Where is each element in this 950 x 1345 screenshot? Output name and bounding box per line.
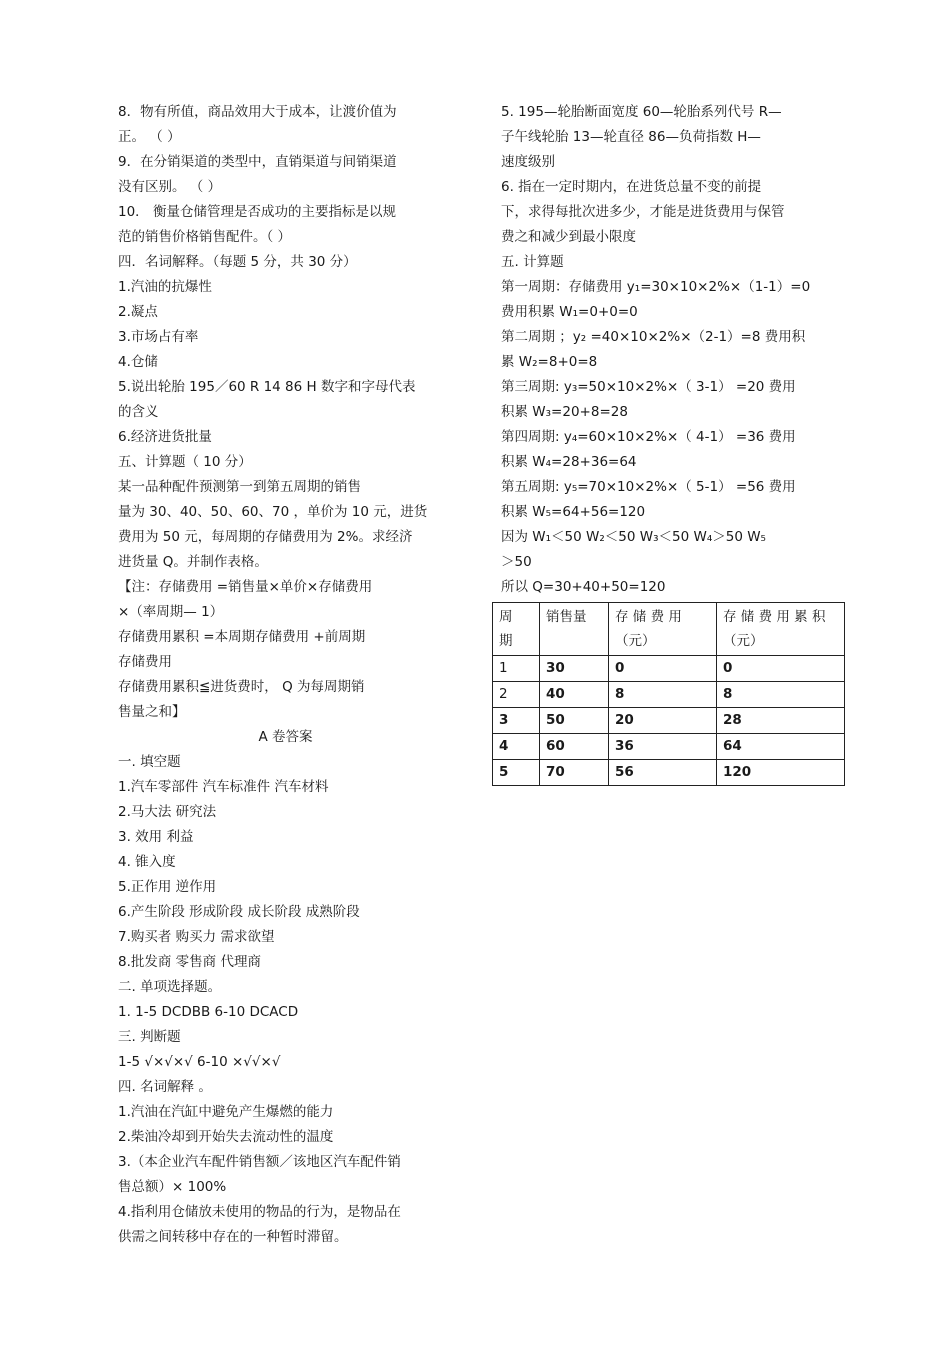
period-4-line1: 第四周期: y₄=60×10×2%×（ 4-1） =36 费用 — [501, 429, 796, 445]
answer-4-6-line3: 费之和减少到最小限度 — [501, 229, 636, 245]
right-column — [501, 100, 846, 786]
table-cell: 8 — [609, 682, 717, 708]
table-cell: 3 — [493, 708, 540, 734]
section-4-heading: 四．名词解释。（每题 5 分，共 30 分） — [118, 254, 357, 270]
period-5-line2: 积累 W₅=64+56=120 — [501, 504, 646, 520]
term-5-line1: 5.说出轮胎 195／60 R 14 86 H 数字和字母代表 — [118, 379, 416, 395]
table-row — [493, 708, 845, 734]
answer-5-heading: 五. 计算题 — [501, 254, 564, 270]
table-cell: 0 — [609, 656, 717, 682]
table-cell: 5 — [493, 760, 540, 786]
table-row — [493, 656, 845, 682]
q8-line2: 正。 （ ） — [118, 129, 181, 145]
answer-2-content: 1. 1-5 DCDBB 6-10 DCACD — [118, 1004, 299, 1020]
term-1: 1.汽油的抗爆性 — [118, 279, 212, 295]
answer-4-6-line2: 下，求得每批次进多少，才能是进货费用与保管 — [501, 204, 785, 220]
answer-1-3: 3. 效用 利益 — [118, 829, 194, 845]
table-cell: 30 — [540, 656, 609, 682]
q8-line1: 8．物有所值，商品效用大于成本，让渡价值为 — [118, 104, 397, 120]
table-cell: 36 — [609, 734, 717, 760]
answer-3-content: 1-5 √×√×√ 6-10 ×√√×√ — [118, 1054, 281, 1070]
answer-4-3-line1: 3.（本企业汽车配件销售额／该地区汽车配件销 — [118, 1154, 401, 1170]
calc-problem-line1: 某一品种配件预测第一到第五周期的销售 — [118, 479, 361, 495]
header-period: 周 期 — [493, 603, 540, 656]
answer-2-heading: 二. 单项选择题。 — [118, 979, 222, 995]
comparison-line2: ＞50 — [501, 554, 532, 570]
left-column — [118, 100, 453, 1250]
answer-4-2: 2.柴油冷却到开始失去流动性的温度 — [118, 1129, 334, 1145]
term-4: 4.仓储 — [118, 354, 158, 370]
header-sales: 销售量 — [540, 603, 609, 656]
calc-problem-line3: 费用为 50 元，每周期的存储费用为 2%。求经济 — [118, 529, 413, 545]
section-5-heading: 五、计算题（ 10 分） — [118, 454, 252, 470]
answer-4-3-line2: 售总额）× 100% — [118, 1179, 227, 1195]
term-2: 2.凝点 — [118, 304, 158, 320]
answer-4-heading: 四. 名词解释 。 — [118, 1079, 212, 1095]
table-header-row — [493, 603, 845, 656]
table-cell: 40 — [540, 682, 609, 708]
table-cell: 28 — [717, 708, 845, 734]
term-3: 3.市场占有率 — [118, 329, 199, 345]
note-line4: 存储费用 — [118, 654, 172, 670]
q10-line2: 范的销售价格销售配件。（ ） — [118, 229, 292, 245]
period-3-line1: 第三周期: y₃=50×10×2%×（ 3-1） =20 费用 — [501, 379, 796, 395]
answer-1-4: 4. 锥入度 — [118, 854, 176, 870]
answer-1-7: 7.购买者 购买力 需求欲望 — [118, 929, 275, 945]
q9-line1: 9．在分销渠道的类型中，直销渠道与间销渠道 — [118, 154, 397, 170]
note-line6: 售量之和】 — [118, 704, 186, 720]
answer-4-5-line1: 5. 195—轮胎断面宽度 60—轮胎系列代号 R— — [501, 104, 782, 120]
storage-cost-table — [492, 602, 845, 786]
answer-1-5: 5.正作用 逆作用 — [118, 879, 217, 895]
period-2-line2: 累 W₂=8+0=8 — [501, 354, 598, 370]
answer-title: A 卷答案 — [258, 729, 313, 745]
period-3-line2: 积累 W₃=20+8=28 — [501, 404, 628, 420]
header-storage-cost: 存 储 费 用 （元） — [609, 603, 717, 656]
answer-4-6-line1: 6. 指在一定时期内，在进货总量不变的前提 — [501, 179, 762, 195]
table-cell: 0 — [717, 656, 845, 682]
header-storage-cost-cumulative: 存 储 费 用 累 积 （元） — [717, 603, 845, 656]
comparison-line1: 因为 W₁＜50 W₂＜50 W₃＜50 W₄＞50 W₅ — [501, 529, 766, 545]
table-row — [493, 682, 845, 708]
period-2-line1: 第二周期 ；y₂ =40×10×2%×（2-1）=8 费用积 — [501, 329, 806, 345]
answer-4-5-line3: 速度级别 — [501, 154, 555, 170]
table-cell: 4 — [493, 734, 540, 760]
period-5-line1: 第五周期: y₅=70×10×2%×（ 5-1） =56 费用 — [501, 479, 796, 495]
answer-1-1: 1.汽车零部件 汽车标准件 汽车材料 — [118, 779, 329, 795]
table-cell: 20 — [609, 708, 717, 734]
table-cell: 1 — [493, 656, 540, 682]
table-cell: 120 — [717, 760, 845, 786]
table-cell: 8 — [717, 682, 845, 708]
note-line2: ×（率周期— 1） — [118, 604, 224, 620]
conclusion: 所以 Q=30+40+50=120 — [501, 579, 666, 595]
table-cell: 2 — [493, 682, 540, 708]
note-line3: 存储费用累积 =本周期存储费用 +前周期 — [118, 629, 366, 645]
table-row — [493, 734, 845, 760]
note-line5: 存储费用累积≦进货费时， Q 为每周期销 — [118, 679, 365, 695]
answer-1-8: 8.批发商 零售商 代理商 — [118, 954, 261, 970]
answer-1-heading: 一. 填空题 — [118, 754, 181, 770]
table-cell: 70 — [540, 760, 609, 786]
term-5-line2: 的含义 — [118, 404, 159, 420]
answer-1-6: 6.产生阶段 形成阶段 成长阶段 成熟阶段 — [118, 904, 360, 920]
table-cell: 60 — [540, 734, 609, 760]
answer-4-1: 1.汽油在汽缸中避免产生爆燃的能力 — [118, 1104, 334, 1120]
period-1-line2: 费用积累 W₁=0+0=0 — [501, 304, 638, 320]
answer-4-4-line1: 4.指利用仓储放未使用的物品的行为，是物品在 — [118, 1204, 401, 1220]
answer-1-2: 2.马大法 研究法 — [118, 804, 217, 820]
answer-4-4-line2: 供需之间转移中存在的一种暂时滞留。 — [118, 1229, 348, 1245]
period-4-line2: 积累 W₄=28+36=64 — [501, 454, 637, 470]
answer-3-heading: 三. 判断题 — [118, 1029, 181, 1045]
calc-problem-line2: 量为 30、40、50、60、70 ，单价为 10 元，进货 — [118, 504, 428, 520]
note-line1: 【注：存储费用 =销售量×单价×存储费用 — [118, 579, 373, 595]
q9-line2: 没有区别。 （ ） — [118, 179, 222, 195]
answer-4-5-line2: 子午线轮胎 13—轮直径 86—负荷指数 H— — [501, 129, 761, 145]
q10-line1: 10． 衡量仓储管理是否成功的主要指标是以规 — [118, 204, 396, 220]
table-cell: 56 — [609, 760, 717, 786]
calc-problem-line4: 进货量 Q。并制作表格。 — [118, 554, 268, 570]
table-row — [493, 760, 845, 786]
term-6: 6.经济进货批量 — [118, 429, 212, 445]
table-cell: 50 — [540, 708, 609, 734]
period-1-line1: 第一周期：存储费用 y₁=30×10×2%×（1-1）=0 — [501, 279, 811, 295]
table-cell: 64 — [717, 734, 845, 760]
